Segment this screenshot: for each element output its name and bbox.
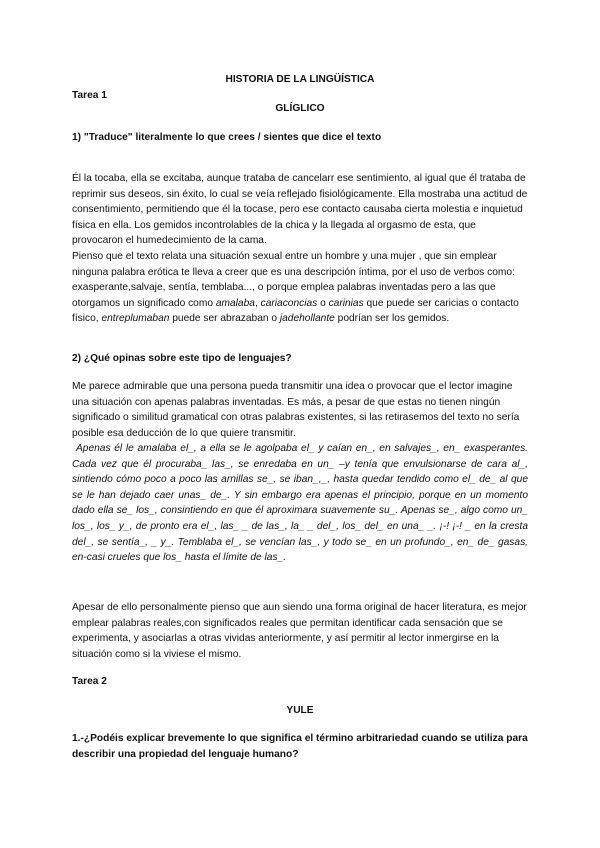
tarea2-label: Tarea 2: [72, 676, 107, 687]
translation-paragraph: Él la tocaba, ella se excitaba, aunque trataba de cancelarr ese sentimiento, al igual que él trataba de reprimir sus deseos, sin éxito, lo cual se veía reflejado fisiológicamente. Ella mostraba una actitud de consentimiento, permitiendo que él la tocase, pero ese contacto causaba cierta molestia e inquietud física en ella. Los gemidos incontrolables de la chica y la llegada al orgasmo de esta, que provocaron el humedecimiento de la cama.: [72, 173, 528, 247]
tarea2-heading: YULE: [286, 705, 314, 716]
tarea1-label: Tarea 1: [72, 90, 107, 101]
main-title: HISTORIA DE LA LINGÜÍSTICA: [225, 74, 375, 85]
tarea1-heading: GLÍGLICO: [275, 103, 325, 114]
question-2: 2) ¿Qué opinas sobre este tipo de lenguajes?: [72, 353, 292, 364]
opinion-paragraph: Me parece admirable que una persona pueda transmitir una idea o provocar que el lector imagine una situación con apenas palabras inventadas. Es más, a pesar de que estas no tienen ningún significado o similitud gramatical con otras palabras existentes, si las retirasemos del texto no sería posible esa deducción de lo que quiere transmitir.: [72, 381, 520, 439]
question-1: 1) "Traduce" literalmente lo que crees / sientes que dice el texto: [72, 132, 382, 143]
conclusion-paragraph: Apesar de ello personalmente pienso que aun siendo una forma original de hacer literatura, es mejor emplear palabras reales,con significados reales que permitan identificar cada sensación que se experimenta, y asociarlas a otras vividas anteriormente, y así permitir al lector inmergirse en la situación como si la viviese el mismo.: [72, 602, 527, 660]
interpretation-paragraph: Pienso que el texto relata una situación sexual entre un hombre y una mujer , que sin emplear ninguna palabra erótica te lleva a creer que es una descripción íntima, por el uso de verbos como: exasperante,salvaje, sentía, temblaba..., o porque emplea palabras inventadas pero a las que otorgamos un significado como amalaba, cariaconcias o carinias que puede ser caricias o contacto físico, entreplumaban puede ser abrazaban o jadehollante podrían ser los gemidos.: [72, 251, 519, 325]
gliglico-excerpt: Apenas él le amalaba el_, a ella se le agolpaba el_ y caían en_, en salvajes_, en_ exasperantes. Cada vez que él procuraba_ las_, se enredaba en un_ –y tenía que envulsionarse de cara al_, sintiendo cómo poco a poco las arnillas se_, se iban_,_, hasta quedar tendido como el_ de_ al que se le han dejado caer unas_ de_. Y sin embargo era apenas el principio, porque en un momento dado ella se_ los_, consintiendo en que él aproximara suavemente su_. Apenas se_, algo como un_ los_, los_ y_, de pronto era el_, las_ _ de las_, la_ _ del_, los_ del_ en una_ _. ¡-! ¡-! _ en la cresta del_, se sentía_, _ y_. Temblaba el_, se vencían las_, y todo se_ en un profundo_, en_ de_ gasas, en-casi crueles que los_ hasta el límite de las_.: [72, 443, 528, 564]
tarea2-question-1: 1.-¿Podéis explicar brevemente lo que significa el término arbitrariedad cuando se utiliza para describir una propiedad del lenguaje humano?: [72, 733, 528, 760]
